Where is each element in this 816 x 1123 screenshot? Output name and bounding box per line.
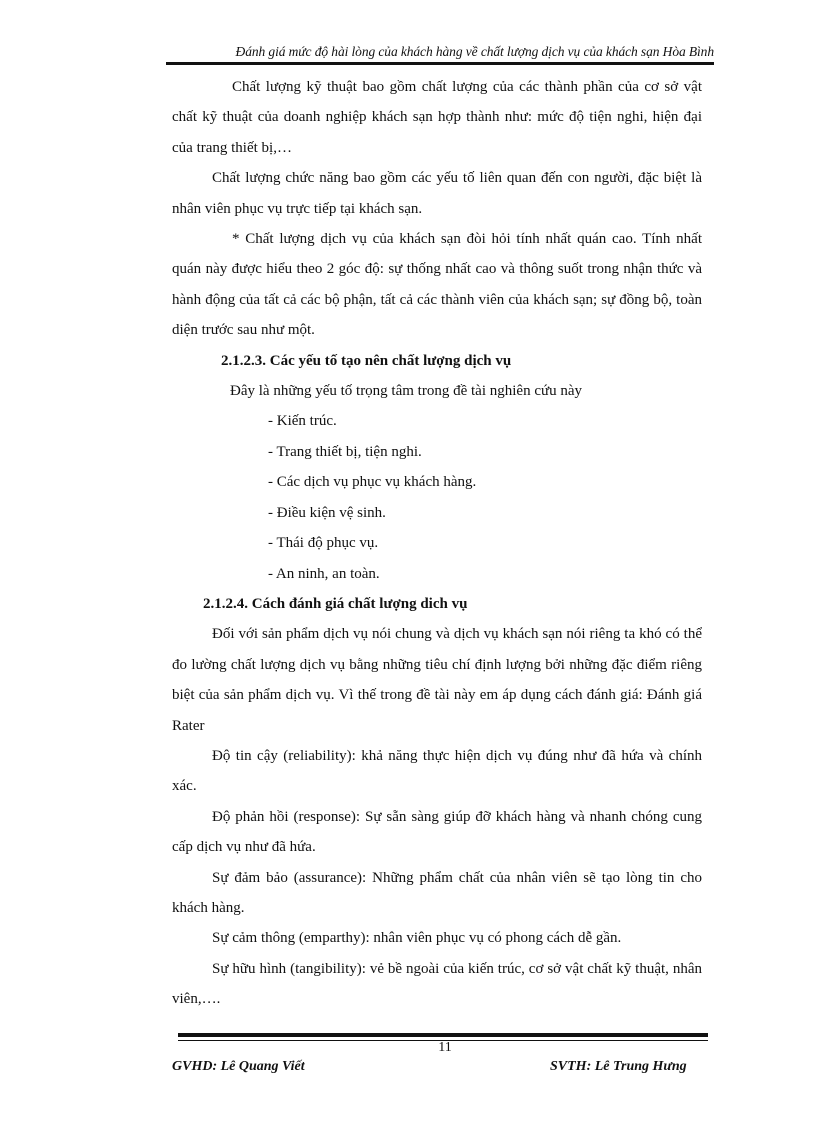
list-item: - An ninh, an toàn.: [268, 565, 380, 582]
header-rule: [166, 62, 714, 65]
list-item: - Thái độ phục vụ.: [268, 535, 379, 552]
section-heading-2-1-2-4: 2.1.2.4. Cách đánh giá chất lượng dich vụ: [203, 595, 468, 612]
paragraph-functional-quality: Chất lượng chức năng bao gồm các yếu tố liên quan đến con người, đặc biệt là nhân viên phục vụ trực tiếp tại khách sạn.: [172, 170, 702, 217]
paragraph-consistency: * Chất lượng dịch vụ của khách sạn đòi hỏi tính nhất quán cao. Tính nhất quán này được hiểu theo 2 góc độ: sự thống nhất cao và thông suốt trong nhận thức và hành động của tất cả các bộ phận, tất cả các thành viên của khách sạn; sự đồng bộ, toàn diện trước sau như một.: [172, 231, 702, 339]
paragraph-technical-quality: Chất lượng kỹ thuật bao gồm chất lượng của các thành phần của cơ sở vật chất kỹ thuật của doanh nghiệp khách sạn hợp thành như: mức độ tiện nghi, hiện đại của trang thiết bị,…: [172, 79, 702, 156]
page-number: 11: [438, 1040, 452, 1055]
factor-list: [172, 406, 702, 588]
list-item: - Điều kiện vệ sinh.: [268, 504, 386, 521]
section-heading-2-1-2-3: 2.1.2.3. Các yếu tố tạo nên chất lượng dịch vụ: [221, 352, 512, 369]
footer-rule-thick: [178, 1033, 708, 1037]
section-intro: Đây là những yếu tố trọng tâm trong đề tài nghiên cứu này: [230, 383, 583, 400]
footer-supervisor: GVHD: Lê Quang Viết: [172, 1059, 305, 1074]
list-item: - Các dịch vụ phục vụ khách hàng.: [268, 474, 477, 491]
page-body: [172, 72, 702, 1015]
paragraph-empathy: Sự cảm thông (emparthy): nhân viên phục vụ có phong cách dễ gần.: [212, 930, 622, 947]
list-item: - Kiến trúc.: [268, 413, 337, 430]
paragraph-response: Độ phản hồi (response): Sự sẵn sàng giúp đỡ khách hàng và nhanh chóng cung cấp dịch vụ như đã hứa.: [172, 808, 702, 856]
paragraph-assurance: Sự đảm bảo (assurance): Những phẩm chất của nhân viên sẽ tạo lòng tin cho khách hàng.: [172, 869, 702, 916]
list-item: - Trang thiết bị, tiện nghi.: [268, 443, 422, 460]
paragraph-evaluation-method: Đối với sản phẩm dịch vụ nói chung và dịch vụ khách sạn nói riêng ta khó có thể đo lường chất lượng dịch vụ bằng những tiêu chí định lượng bởi những đặc điểm riêng biệt của sản phẩm dịch vụ. Vì thế trong đề tài này em áp dụng cách đánh giá: Đánh giá Rater: [172, 626, 702, 734]
paragraph-tangibility: Sự hữu hình (tangibility): vẻ bề ngoài của kiến trúc, cơ sở vật chất kỹ thuật, nhân viên,….: [172, 960, 702, 1008]
running-header: Đánh giá mức độ hài lòng của khách hàng về chất lượng dịch vụ của khách sạn Hòa Bình: [235, 44, 714, 59]
paragraph-reliability: Độ tin cậy (reliability): khả năng thực hiện dịch vụ đúng như đã hứa và chính xác.: [172, 747, 702, 795]
footer-student: SVTH: Lê Trung Hưng: [550, 1059, 687, 1074]
